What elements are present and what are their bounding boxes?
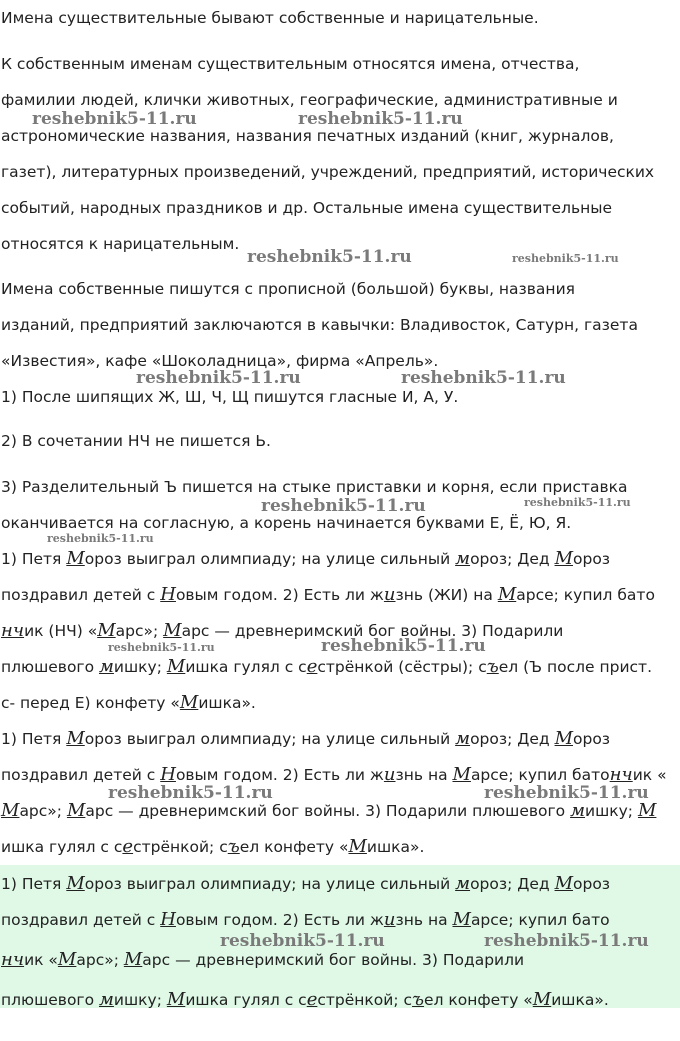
text-segment: плюшевого bbox=[1, 991, 99, 1009]
rule-line: 2) В сочетании НЧ не пишется Ь. bbox=[1, 432, 271, 450]
underlined-letter: м bbox=[98, 656, 114, 677]
text-segment: знь (ЖИ) на bbox=[395, 586, 498, 604]
exercise-line bbox=[1, 874, 610, 894]
watermark-text: reshebnik5-11.ru bbox=[401, 368, 566, 388]
underlined-letter: ъ bbox=[227, 836, 240, 857]
underlined-letter: М bbox=[66, 548, 85, 569]
underlined-letter: Н bbox=[160, 584, 176, 605]
text-segment: ишка гулял с с bbox=[1, 838, 123, 856]
text-segment: ик « bbox=[24, 951, 58, 969]
text-segment: арс — древнеримский бог войны. 3) Подарили bbox=[142, 951, 525, 969]
text-segment: овым годом. 2) Есть ли ж bbox=[175, 766, 384, 784]
underlined-letter: М bbox=[97, 620, 116, 641]
exercise-line bbox=[1, 910, 610, 930]
rule-line: 3) Разделительный Ъ пишется на стыке приставки и корня, если приставка bbox=[1, 478, 628, 496]
text-segment: ороз bbox=[573, 875, 611, 893]
text-segment: ик « bbox=[632, 766, 667, 784]
exercise-line bbox=[1, 990, 609, 1010]
text-segment: ишка». bbox=[551, 991, 609, 1009]
exercise-line bbox=[1, 693, 256, 713]
underlined-letter: м bbox=[570, 800, 586, 821]
underlined-letter: М bbox=[497, 584, 517, 605]
exercise-line bbox=[1, 765, 667, 785]
watermark-text: reshebnik5-11.ru bbox=[47, 532, 154, 545]
text-segment: знь на bbox=[395, 911, 453, 929]
watermark-text: reshebnik5-11.ru bbox=[247, 247, 412, 267]
watermark-text: reshebnik5-11.ru bbox=[108, 641, 215, 654]
underlined-letter: Н bbox=[160, 909, 176, 930]
underlined-letter: ъ bbox=[486, 656, 499, 677]
exercise-line bbox=[1, 801, 656, 821]
underlined-letter: М bbox=[166, 989, 186, 1010]
underlined-letter: М bbox=[554, 873, 573, 894]
text-segment: ел конфету « bbox=[424, 991, 533, 1009]
text-segment: ик (НЧ) « bbox=[24, 622, 98, 640]
underlined-letter: М bbox=[166, 656, 186, 677]
text-segment: ороз выиграл олимпиаду; на улице сильный bbox=[84, 730, 456, 748]
underlined-letter: и bbox=[383, 909, 396, 930]
text-segment: ишку; bbox=[113, 658, 167, 676]
underlined-letter: нч bbox=[1, 949, 25, 970]
text-segment: поздравил детей с bbox=[1, 586, 161, 604]
exercise-line bbox=[1, 585, 655, 605]
underlined-letter: М bbox=[348, 836, 367, 857]
text-segment: 1) Петя bbox=[1, 730, 67, 748]
rule-line: оканчивается на согласную, а корень начинается буквами Е, Ё, Ю, Я. bbox=[1, 514, 572, 532]
text-segment: арсе; купил бато bbox=[470, 911, 610, 929]
intro-line: относятся к нарицательным. bbox=[1, 235, 240, 253]
underlined-letter: м bbox=[455, 548, 471, 569]
watermark-text: reshebnik5-11.ru bbox=[261, 496, 426, 516]
exercise-line bbox=[1, 729, 610, 749]
text-segment: арс — древнеримский бог войны. 3) Подарили плюшевого bbox=[85, 802, 571, 820]
underlined-letter: М bbox=[1, 800, 20, 821]
text-segment: ел конфету « bbox=[239, 838, 349, 856]
underlined-letter: и bbox=[383, 584, 396, 605]
underlined-letter: нч bbox=[609, 764, 633, 785]
intro-line: газет), литературных произведений, учреждений, предприятий, исторических bbox=[1, 163, 655, 181]
text-segment: ишка гулял с с bbox=[185, 991, 307, 1009]
underlined-letter: м bbox=[455, 728, 471, 749]
watermark-text: reshebnik5-11.ru bbox=[108, 783, 273, 803]
text-segment: ишка». bbox=[198, 694, 256, 712]
underlined-letter: М bbox=[452, 909, 471, 930]
text-segment: 1) Петя bbox=[1, 550, 67, 568]
text-segment: овым годом. 2) Есть ли ж bbox=[175, 911, 384, 929]
text-segment: ороз; Дед bbox=[470, 875, 555, 893]
exercise-line bbox=[1, 837, 424, 857]
underlined-letter: нч bbox=[1, 620, 25, 641]
underlined-letter: е bbox=[122, 836, 134, 857]
underlined-letter: М bbox=[163, 620, 182, 641]
underlined-letter: ъ bbox=[412, 989, 425, 1010]
text-segment: овым годом. 2) Есть ли ж bbox=[175, 586, 384, 604]
underlined-letter: М bbox=[57, 949, 77, 970]
text-segment: ишку; bbox=[585, 802, 638, 820]
text-segment: поздравил детей с bbox=[1, 766, 161, 784]
intro-line: «Известия», кафе «Шоколадница», фирма «Апрель». bbox=[1, 352, 439, 370]
watermark-text: reshebnik5-11.ru bbox=[512, 252, 619, 265]
text-segment: ороз; Дед bbox=[470, 730, 555, 748]
underlined-letter: М bbox=[66, 873, 85, 894]
underlined-letter: М bbox=[637, 800, 657, 821]
underlined-letter: М bbox=[554, 548, 573, 569]
underlined-letter: е bbox=[306, 656, 318, 677]
text-segment: знь на bbox=[395, 766, 453, 784]
watermark-text: reshebnik5-11.ru bbox=[484, 783, 649, 803]
text-segment: плюшевого bbox=[1, 658, 99, 676]
watermark-text: reshebnik5-11.ru bbox=[136, 368, 301, 388]
text-segment: ишку; bbox=[113, 991, 167, 1009]
text-segment: ишка гулял с с bbox=[185, 658, 307, 676]
underlined-letter: М bbox=[66, 728, 85, 749]
underlined-letter: М bbox=[179, 692, 199, 713]
watermark-text: reshebnik5-11.ru bbox=[321, 636, 486, 656]
rule-line: 1) После шипящих Ж, Ш, Ч, Щ пишутся гласные И, А, У. bbox=[1, 388, 459, 406]
underlined-letter: е bbox=[306, 989, 318, 1010]
text-segment: арсе; купил бато bbox=[516, 586, 655, 604]
watermark-text: reshebnik5-11.ru bbox=[484, 931, 649, 951]
underlined-letter: М bbox=[554, 728, 573, 749]
underlined-letter: М bbox=[452, 764, 471, 785]
text-segment: стрёнкой; с bbox=[317, 991, 413, 1009]
text-segment: стрёнкой (сёстры); с bbox=[317, 658, 487, 676]
underlined-letter: Н bbox=[160, 764, 176, 785]
text-segment: стрёнкой; с bbox=[133, 838, 228, 856]
exercise-line bbox=[1, 549, 610, 569]
intro-line: фамилии людей, клички животных, географические, административные и bbox=[1, 91, 618, 109]
intro-line: изданий, предприятий заключаются в кавычки: Владивосток, Сатурн, газета bbox=[1, 316, 638, 334]
text-segment: арс»; bbox=[76, 951, 124, 969]
text-segment: ороз выиграл олимпиаду; на улице сильный bbox=[84, 875, 456, 893]
underlined-letter: и bbox=[383, 764, 396, 785]
watermark-text: reshebnik5-11.ru bbox=[298, 109, 463, 129]
text-segment: ел (Ъ после прист. bbox=[498, 658, 653, 676]
watermark-text: reshebnik5-11.ru bbox=[32, 109, 197, 129]
intro-line: событий, народных праздников и др. Остальные имена существительные bbox=[1, 199, 613, 217]
underlined-letter: М bbox=[532, 989, 552, 1010]
text-segment: ороз bbox=[573, 730, 611, 748]
text-segment: арс — древнеримский бог войны. 3) Подарили bbox=[181, 622, 564, 640]
exercise-line bbox=[1, 950, 524, 970]
text-segment: арс»; bbox=[115, 622, 164, 640]
text-segment: ороз bbox=[573, 550, 611, 568]
underlined-letter: М bbox=[123, 949, 143, 970]
text-segment: поздравил детей с bbox=[1, 911, 161, 929]
intro-line: астрономические названия, названия печатных изданий (книг, журналов, bbox=[1, 127, 614, 145]
text-segment: арс»; bbox=[19, 802, 67, 820]
underlined-letter: М bbox=[66, 800, 86, 821]
text-segment: 1) Петя bbox=[1, 875, 67, 893]
text-segment: арсе; купил бато bbox=[470, 766, 610, 784]
intro-line: К собственным именам существительным относятся имена, отчества, bbox=[1, 55, 580, 73]
watermark-text: reshebnik5-11.ru bbox=[524, 496, 631, 509]
text-segment: с- перед Е) конфету « bbox=[1, 694, 180, 712]
intro-line: Имена собственные пишутся с прописной (большой) буквы, названия bbox=[1, 280, 575, 298]
underlined-letter: м bbox=[455, 873, 471, 894]
text-segment: ороз выиграл олимпиаду; на улице сильный bbox=[84, 550, 456, 568]
watermark-text: reshebnik5-11.ru bbox=[220, 931, 385, 951]
exercise-line bbox=[1, 657, 652, 677]
underlined-letter: м bbox=[98, 989, 114, 1010]
text-segment: ишка». bbox=[366, 838, 425, 856]
text-segment: ороз; Дед bbox=[470, 550, 555, 568]
intro-line: Имена существительные бывают собственные и нарицательные. bbox=[1, 9, 539, 27]
